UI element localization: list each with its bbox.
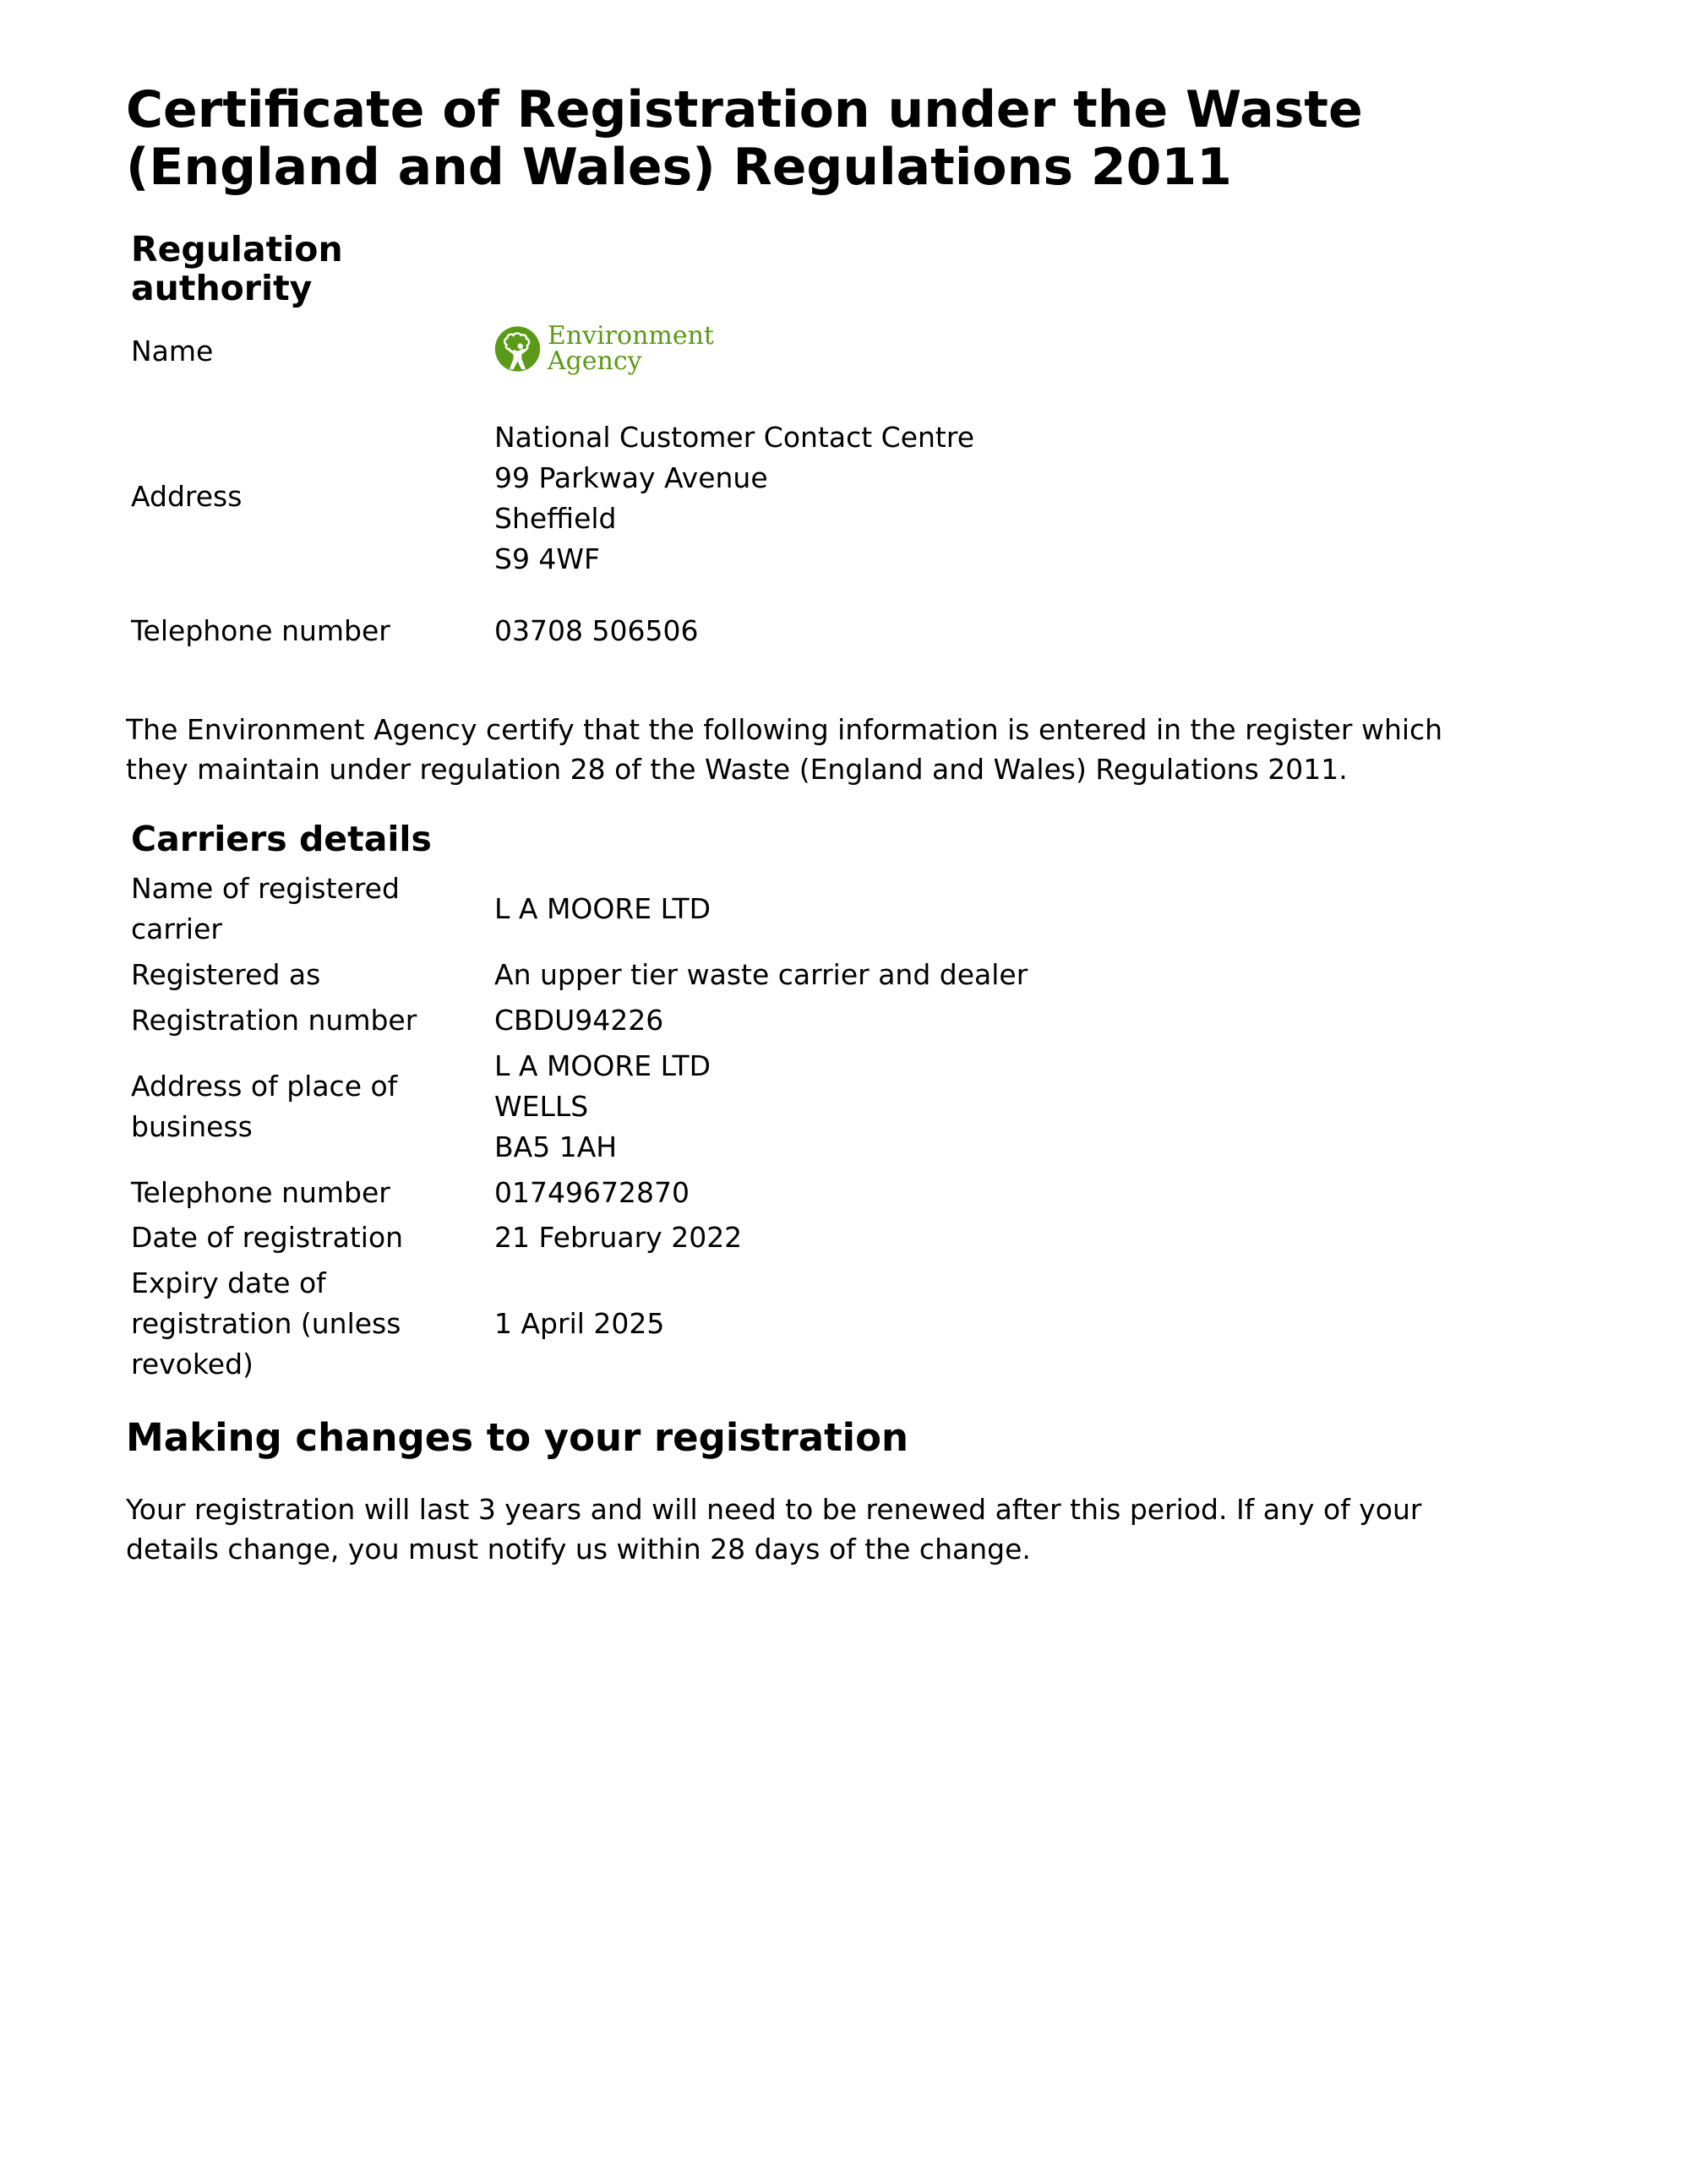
telephone-value: 03708 506506 — [494, 614, 699, 647]
value-line: 21 February 2022 — [494, 1221, 743, 1254]
environment-agency-tree-person-icon — [494, 320, 541, 378]
making-changes-paragraph — [126, 1490, 1579, 1569]
label-line: registration (unless — [131, 1307, 401, 1340]
address-line: Sheffield — [494, 502, 617, 535]
row-label — [131, 1263, 469, 1385]
label-line: carrier — [131, 912, 222, 945]
carrier-row-expiry-date — [131, 1263, 1567, 1385]
carrier-row-address — [131, 1046, 1567, 1168]
row-label — [131, 955, 469, 995]
label-line: Date of registration — [131, 1221, 404, 1254]
address-value — [494, 417, 1508, 580]
label-line: Expiry date of — [131, 1266, 326, 1299]
environment-agency-logo — [494, 315, 714, 383]
name-label: Name — [131, 335, 214, 368]
logo-text-line: Environment — [547, 321, 714, 351]
page-title — [126, 81, 1605, 196]
value-line: L A MOORE LTD — [494, 1049, 711, 1082]
row-value — [494, 1304, 1508, 1344]
row-label — [131, 1066, 469, 1147]
label-line: Name of registered — [131, 872, 400, 905]
row-label — [131, 1217, 469, 1258]
regulation-authority-heading — [131, 230, 343, 308]
logo-text-line: Agency — [547, 346, 642, 376]
logo-text — [547, 321, 714, 376]
paragraph-line: details change, you must notify us within 28 days of the change. — [126, 1533, 1031, 1566]
value-line: 1 April 2025 — [494, 1307, 665, 1340]
label-line: business — [131, 1110, 253, 1143]
carriers-details-heading: Carriers details — [131, 819, 432, 859]
row-value — [494, 889, 1508, 929]
value-line: L A MOORE LTD — [494, 892, 711, 925]
paragraph-line: they maintain under regulation 28 of the Waste (England and Wales) Regulations 2011. — [126, 753, 1348, 786]
paragraph-line: Your registration will last 3 years and will need to be renewed after this period. If any of your — [126, 1493, 1422, 1526]
heading-line: authority — [131, 268, 313, 308]
paragraph-line: The Environment Agency certify that the following information is entered in the register which — [126, 713, 1443, 746]
row-value — [494, 1000, 1508, 1041]
label-line: Telephone number — [131, 1176, 390, 1209]
carrier-row-name — [131, 869, 1567, 950]
address-label: Address — [131, 480, 243, 513]
value-line: CBDU94226 — [494, 1004, 664, 1037]
label-line: Address of place of — [131, 1070, 398, 1103]
telephone-label: Telephone number — [131, 614, 390, 647]
row-value — [494, 955, 1508, 995]
title-line-1: Certificate of Registration under the Waste — [126, 80, 1363, 139]
certify-paragraph — [126, 710, 1579, 789]
label-line: revoked) — [131, 1348, 254, 1381]
value-line: WELLS — [494, 1090, 589, 1123]
row-label — [131, 1173, 469, 1213]
label-line: Registered as — [131, 958, 321, 991]
address-line: S9 4WF — [494, 542, 601, 575]
row-label — [131, 869, 469, 950]
address-line: National Customer Contact Centre — [494, 421, 975, 454]
row-label — [131, 1000, 469, 1041]
value-line: An upper tier waste carrier and dealer — [494, 958, 1028, 991]
row-value — [494, 1046, 1508, 1168]
value-line: 01749672870 — [494, 1176, 690, 1209]
value-line: BA5 1AH — [494, 1130, 618, 1163]
title-line-2: (England and Wales) Regulations 2011 — [126, 138, 1232, 197]
label-line: Registration number — [131, 1004, 417, 1037]
authority-address-row — [131, 417, 1567, 580]
row-value — [494, 1173, 1508, 1213]
row-value — [494, 1217, 1508, 1258]
heading-line: Regulation — [131, 229, 343, 270]
address-line: 99 Parkway Avenue — [494, 461, 768, 494]
making-changes-heading: Making changes to your registration — [126, 1415, 909, 1460]
